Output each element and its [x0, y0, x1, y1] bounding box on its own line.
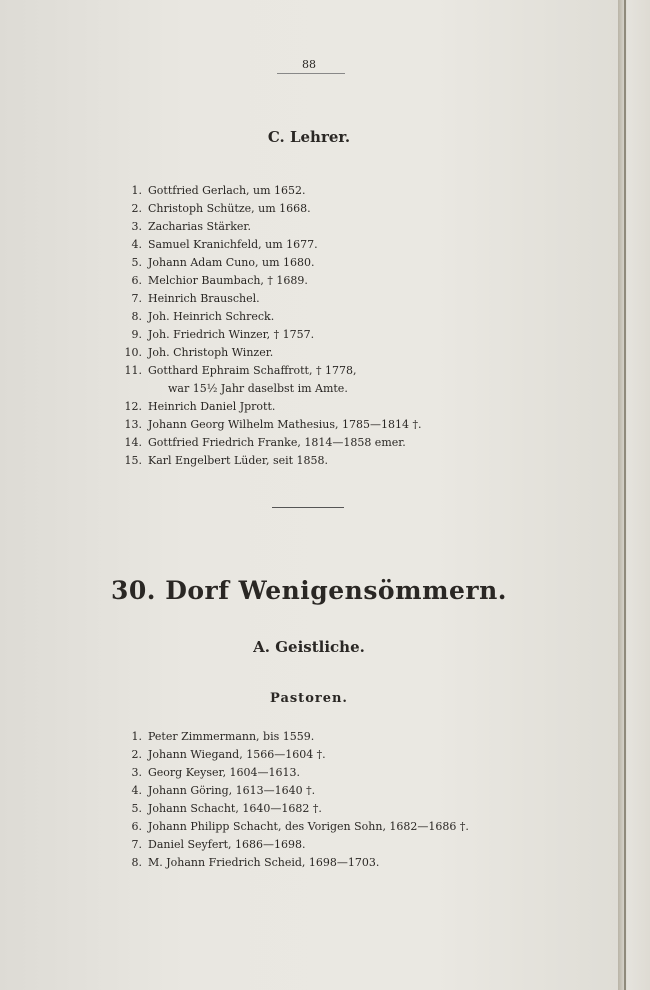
- section-30-title: 30. Dorf Wenigensömmern.: [111, 576, 507, 605]
- list-item: [120, 256, 315, 269]
- item-text: Heinrich Daniel Jprott.: [148, 400, 276, 413]
- item-text: M. Johann Friedrich Scheid, 1698—1703.: [148, 856, 380, 869]
- list-item: [120, 436, 406, 449]
- list-item: [120, 802, 322, 815]
- list-item: [120, 766, 300, 779]
- item-text: Johann Adam Cuno, um 1680.: [148, 256, 315, 269]
- list-item: [120, 274, 308, 287]
- item-number: 1.: [131, 730, 142, 743]
- pastoren-heading: Pastoren.: [270, 691, 348, 706]
- item-text: Gotthard Ephraim Schaffrott, † 1778,: [148, 364, 357, 377]
- item-number: 6.: [131, 820, 142, 833]
- list-item: [120, 820, 469, 833]
- item-text: Johann Wiegand, 1566—1604 †.: [148, 748, 326, 761]
- list-item: [120, 784, 315, 797]
- item-text: Melchior Baumbach, † 1689.: [148, 274, 308, 287]
- item-number: 8.: [131, 310, 142, 323]
- page-number: 88: [302, 58, 316, 71]
- item-number: 7.: [131, 292, 142, 305]
- item-number: 14.: [124, 436, 142, 449]
- item-text: Georg Keyser, 1604—1613.: [148, 766, 301, 779]
- list-item: [120, 310, 274, 323]
- list-item: [120, 220, 251, 233]
- item-number: 7.: [131, 838, 142, 851]
- list-item-continuation: [154, 382, 348, 395]
- item-number: 3.: [131, 220, 142, 233]
- list-item: [120, 418, 421, 431]
- item-text: war 15½ Jahr daselbst im Amte.: [168, 382, 348, 395]
- item-text: Peter Zimmermann, bis 1559.: [148, 730, 315, 743]
- list-item: [120, 238, 318, 251]
- item-number: 6.: [131, 274, 142, 287]
- list-item: [120, 454, 328, 467]
- list-item: [120, 838, 306, 851]
- item-text: Joh. Christoph Winzer.: [148, 346, 274, 359]
- list-item: [120, 730, 314, 743]
- item-number: 13.: [124, 418, 142, 431]
- item-number: 2.: [131, 202, 142, 215]
- page-number-rule: [277, 73, 345, 74]
- item-number: 11.: [124, 364, 142, 377]
- item-text: Johann Göring, 1613—1640 †.: [148, 784, 316, 797]
- item-text: Gottfried Friedrich Franke, 1814—1858 emer.: [148, 436, 406, 449]
- item-text: Samuel Kranichfeld, um 1677.: [148, 238, 318, 251]
- subsection-a-title: A. Geistliche.: [253, 638, 365, 656]
- item-number: 3.: [131, 766, 142, 779]
- item-number: 2.: [131, 748, 142, 761]
- item-number: 10.: [124, 346, 142, 359]
- item-text: Johann Georg Wilhelm Mathesius, 1785—1814 †.: [148, 418, 422, 431]
- item-text: Joh. Friedrich Winzer, † 1757.: [148, 328, 315, 341]
- list-item: [120, 202, 311, 215]
- item-text: Johann Philipp Schacht, des Vorigen Sohn, 1682—1686 †.: [148, 820, 469, 833]
- item-number: 5.: [131, 802, 142, 815]
- item-text: Zacharias Stärker.: [148, 220, 251, 233]
- book-page-edge: [618, 0, 650, 990]
- page-edge-line: [624, 0, 626, 990]
- item-number: 5.: [131, 256, 142, 269]
- item-number: 4.: [131, 784, 142, 797]
- list-item: [120, 328, 314, 341]
- section-c-title: C. Lehrer.: [267, 128, 351, 146]
- item-text: Gottfried Gerlach, um 1652.: [148, 184, 306, 197]
- item-text: Heinrich Brauschel.: [148, 292, 260, 305]
- item-number: 9.: [131, 328, 142, 341]
- item-text: Karl Engelbert Lüder, seit 1858.: [148, 454, 329, 467]
- list-item: [120, 184, 306, 197]
- item-number: 8.: [131, 856, 142, 869]
- item-text: Christoph Schütze, um 1668.: [148, 202, 311, 215]
- list-item: [120, 748, 326, 761]
- section-divider: [272, 507, 344, 508]
- list-item: [120, 364, 356, 377]
- item-text: Daniel Seyfert, 1686—1698.: [148, 838, 306, 851]
- list-item: [120, 346, 273, 359]
- item-number: 4.: [131, 238, 142, 251]
- item-text: Joh. Heinrich Schreck.: [148, 310, 275, 323]
- list-item: [120, 292, 260, 305]
- item-number: 12.: [124, 400, 142, 413]
- item-number: 15.: [124, 454, 142, 467]
- item-number: 1.: [131, 184, 142, 197]
- list-item: [120, 400, 275, 413]
- item-text: Johann Schacht, 1640—1682 †.: [148, 802, 322, 815]
- list-item: [120, 856, 379, 869]
